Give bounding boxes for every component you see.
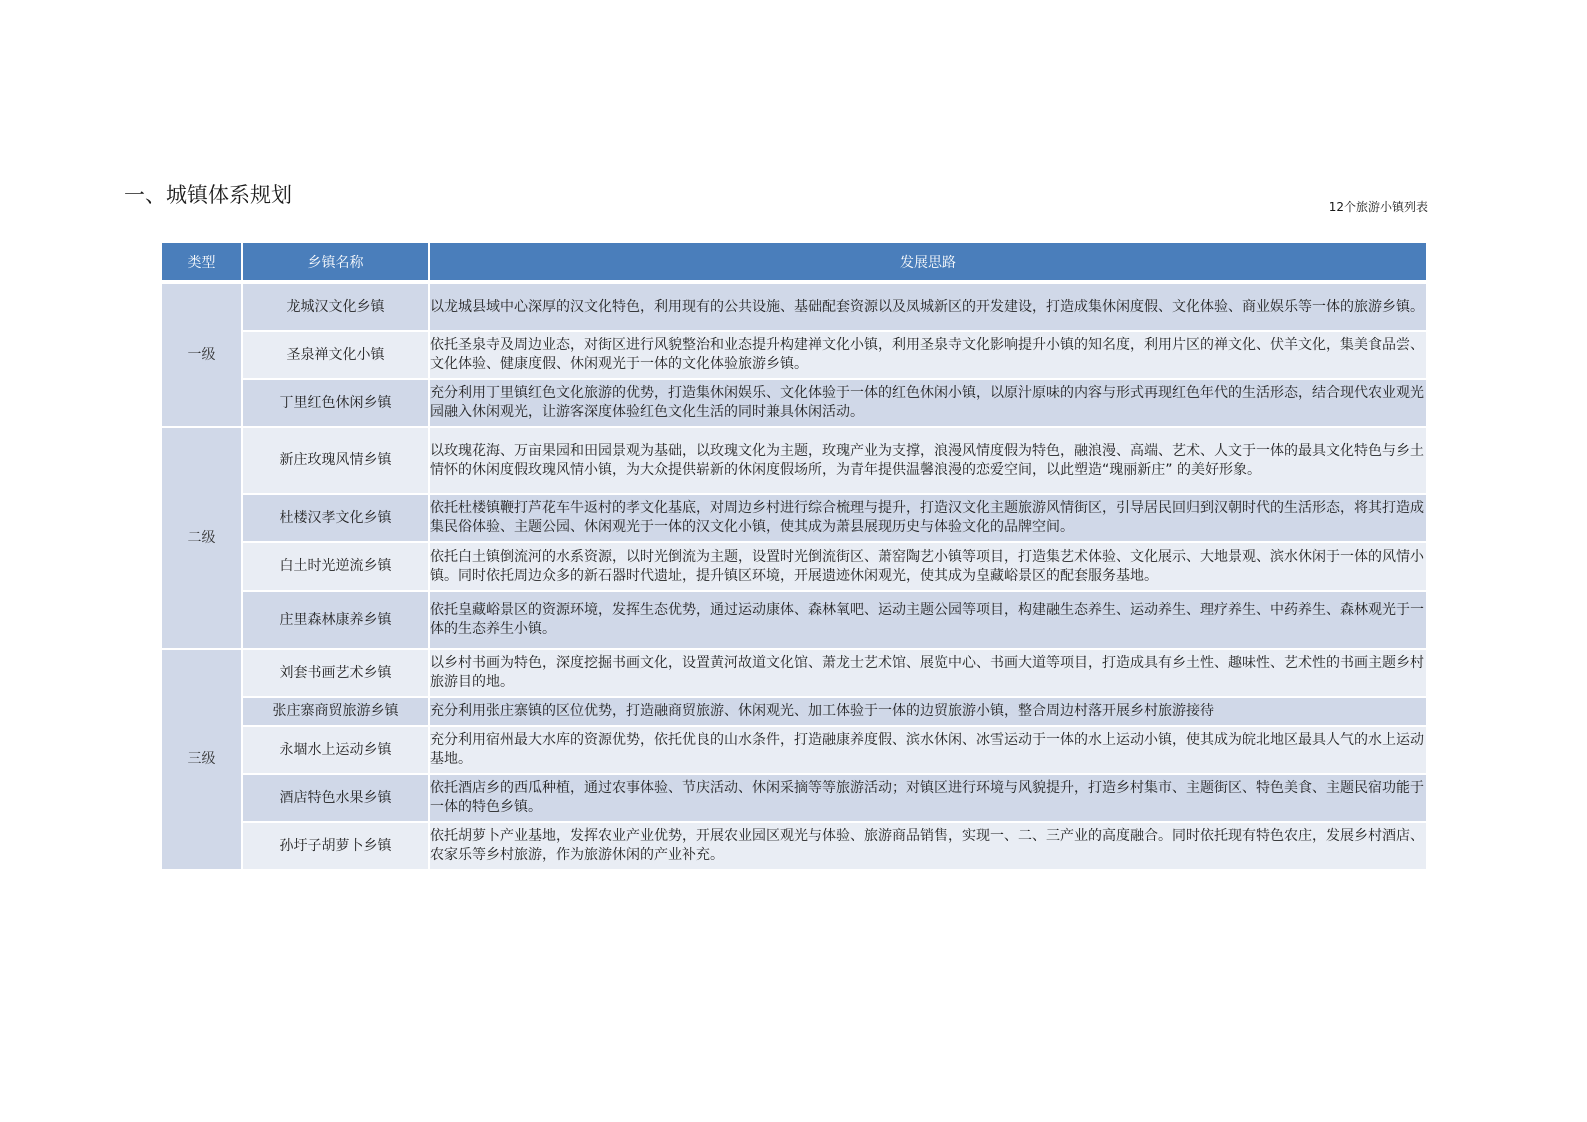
town-description: 充分利用宿州最大水库的资源优势，依托优良的山水条件，打造融康养度假、滨水休闲、冰雪运动于一体的水上运动小镇，使其成为皖北地区最具人气的水上运动基地。	[430, 727, 1426, 775]
table-row	[162, 698, 1426, 727]
header-name: 乡镇名称	[243, 243, 430, 284]
table-row	[162, 592, 1426, 650]
town-name: 新庄玫瑰风情乡镇	[243, 428, 430, 495]
table-row	[162, 650, 1426, 698]
table-row	[162, 727, 1426, 775]
town-description: 充分利用丁里镇红色文化旅游的优势，打造集休闲娱乐、文化体验于一体的红色休闲小镇，以原汁原味的内容与形式再现红色年代的生活形态，结合现代农业观光园融入休闲观光，让游客深度体验红色文化生活的同时兼具休闲活动。	[430, 380, 1426, 428]
town-name: 丁里红色休闲乡镇	[243, 380, 430, 428]
town-description: 依托杜楼镇鞭打芦花车牛返村的孝文化基底，对周边乡村进行综合梳理与提升，打造汉文化主题旅游风情街区，引导居民回归到汉朝时代的生活形态，将其打造成集民俗体验、主题公园、休闲观光于一体的汉文化小镇，使其成为萧县展现历史与体验文化的品牌空间。	[430, 495, 1426, 543]
town-description: 充分利用张庄寨镇的区位优势，打造融商贸旅游、休闲观光、加工体验于一体的边贸旅游小镇，整合周边村落开展乡村旅游接待	[430, 698, 1426, 727]
table-row	[162, 775, 1426, 823]
town-description: 依托皇藏峪景区的资源环境，发挥生态优势，通过运动康体、森林氧吧、运动主题公园等项目，构建融生态养生、运动养生、理疗养生、中药养生、森林观光于一体的生态养生小镇。	[430, 592, 1426, 650]
town-description: 依托酒店乡的西瓜种植，通过农事体验、节庆活动、休闲采摘等等旅游活动；对镇区进行环境与风貌提升，打造乡村集市、主题街区、特色美食、主题民宿功能于一体的特色乡镇。	[430, 775, 1426, 823]
type-cell-level-2: 二级	[162, 428, 243, 650]
town-name: 孙圩子胡萝卜乡镇	[243, 823, 430, 871]
town-name: 白土时光逆流乡镇	[243, 543, 430, 592]
town-description: 依托白土镇倒流河的水系资源，以时光倒流为主题，设置时光倒流街区、萧窑陶艺小镇等项目，打造集艺术体验、文化展示、大地景观、滨水休闲于一体的风情小镇。同时依托周边众多的新石器时代遗址，提升镇区环境，开展遗迹休闲观光，使其成为皇藏峪景区的配套服务基地。	[430, 543, 1426, 592]
table-row	[162, 823, 1426, 871]
header-desc: 发展思路	[430, 243, 1426, 284]
table-row	[162, 543, 1426, 592]
table-row	[162, 284, 1426, 332]
town-description: 以龙城县域中心深厚的汉文化特色，利用现有的公共设施、基础配套资源以及凤城新区的开发建设，打造成集休闲度假、文化体验、商业娱乐等一体的旅游乡镇。	[430, 284, 1426, 332]
town-description: 依托圣泉寺及周边业态，对街区进行风貌整治和业态提升构建禅文化小镇，利用圣泉寺文化影响提升小镇的知名度，利用片区的禅文化、伏羊文化，集美食品尝、文化体验、健康度假、休闲观光于一体的文化体验旅游乡镇。	[430, 332, 1426, 380]
table-row	[162, 332, 1426, 380]
town-name: 张庄寨商贸旅游乡镇	[243, 698, 430, 727]
town-name: 刘套书画艺术乡镇	[243, 650, 430, 698]
town-description: 依托胡萝卜产业基地，发挥农业产业优势，开展农业园区观光与体验、旅游商品销售，实现一、二、三产业的高度融合。同时依托现有特色农庄，发展乡村酒店、农家乐等乡村旅游，作为旅游休闲的产业补充。	[430, 823, 1426, 871]
town-name: 永堌水上运动乡镇	[243, 727, 430, 775]
page-title: 一、城镇体系规划	[124, 183, 292, 207]
table-row	[162, 495, 1426, 543]
town-name: 龙城汉文化乡镇	[243, 284, 430, 332]
town-name: 酒店特色水果乡镇	[243, 775, 430, 823]
town-description: 以玫瑰花海、万亩果园和田园景观为基础，以玫瑰文化为主题，玫瑰产业为支撑，浪漫风情度假为特色，融浪漫、高端、艺术、人文于一体的最具文化特色与乡土情怀的休闲度假玫瑰风情小镇，为大众提供崭新的休闲度假场所，为青年提供温馨浪漫的恋爱空间，以此塑造“瑰丽新庄” 的美好形象。	[430, 428, 1426, 495]
table-row	[162, 380, 1426, 428]
type-cell-level-3: 三级	[162, 650, 243, 871]
table-row	[162, 428, 1426, 495]
tourism-towns-table	[162, 243, 1426, 871]
town-name: 杜楼汉孝文化乡镇	[243, 495, 430, 543]
table-caption: 12个旅游小镇列表	[1328, 200, 1428, 214]
town-name: 庄里森林康养乡镇	[243, 592, 430, 650]
table-header-row	[162, 243, 1426, 284]
town-description: 以乡村书画为特色，深度挖掘书画文化，设置黄河故道文化馆、萧龙士艺术馆、展览中心、书画大道等项目，打造成具有乡土性、趣味性、艺术性的书画主题乡村旅游目的地。	[430, 650, 1426, 698]
header-type: 类型	[162, 243, 243, 284]
town-name: 圣泉禅文化小镇	[243, 332, 430, 380]
type-cell-level-1: 一级	[162, 284, 243, 428]
